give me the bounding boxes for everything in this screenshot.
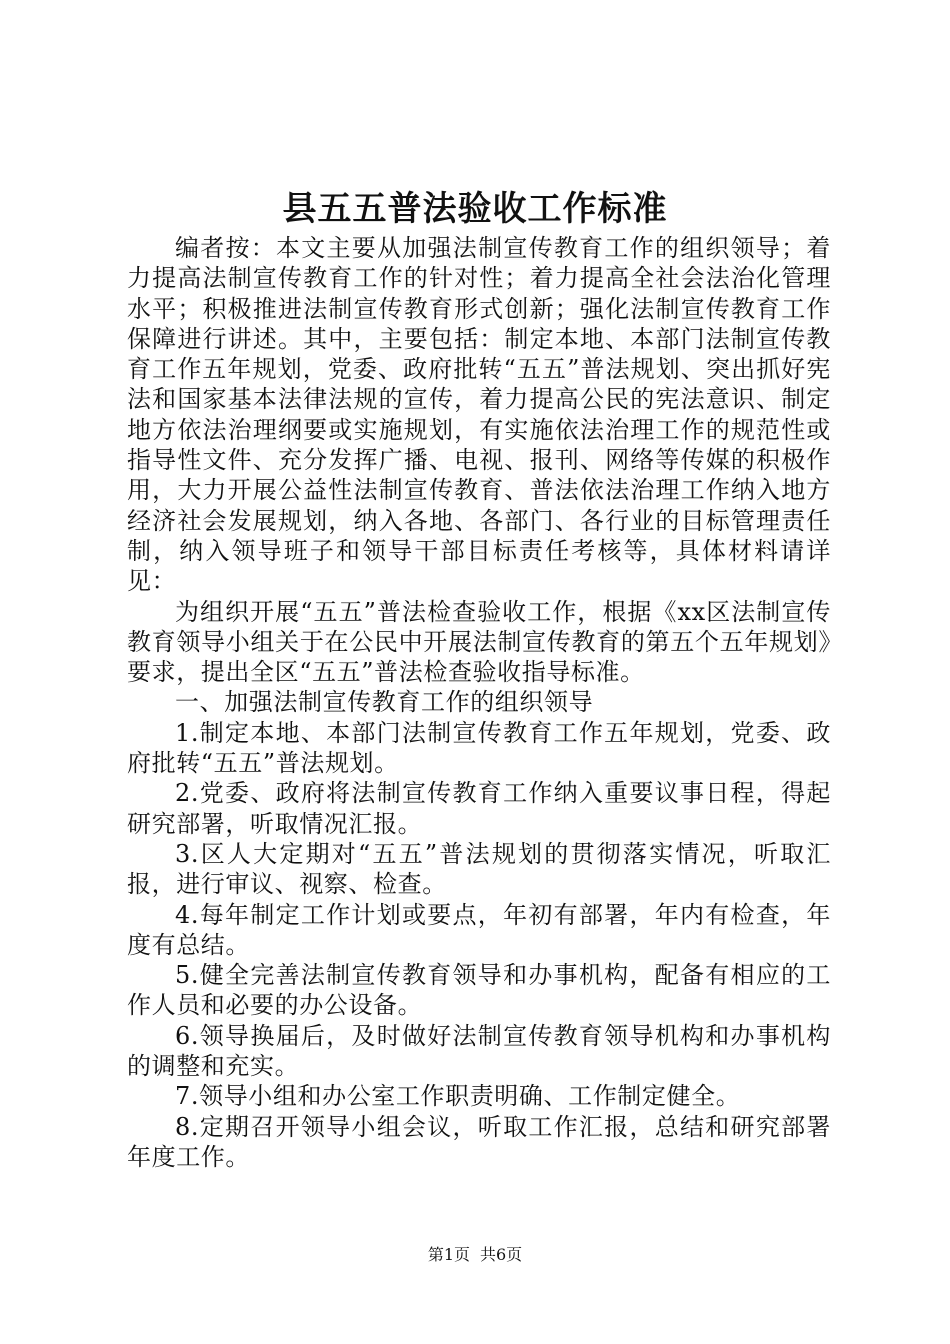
section-heading: 一、加强法制宣传教育工作的组织领导	[175, 688, 594, 717]
page-footer	[0, 1244, 950, 1266]
document-body	[127, 233, 831, 1172]
list-item: 4.每年制定工作计划或要点，年初有部署，年内有检查，年度有总结。	[127, 900, 831, 959]
document-title: 县五五普法验收工作标准	[282, 189, 668, 229]
list-item: 3.区人大定期对“五五”普法规划的贯彻落实情况，听取汇报，进行审议、视察、检查。	[127, 839, 831, 899]
page-number: 第1页	[427, 1245, 470, 1264]
list-item: 7.领导小组和办公室工作职责明确、工作制定健全。	[175, 1082, 741, 1111]
page-total: 共6页	[480, 1245, 523, 1264]
paragraph-editor-note: 编者按：本文主要从加强法制宣传教育工作的组织领导；着力提高法制宣传教育工作的针对性；着力提高全社会法治化管理水平；积极推进法制宣传教育形式创新；强化法制宣传教育工作保障进行讲述。其中，主要包括：制定本地、本部门法制宣传教育工作五年规划，党委、政府批转“五五”普法规划、突出抓好宪法和国家基本法律法规的宣传，着力提高公民的宪法意识、制定地方依法治理纲要或实施规划，有实施依法治理工作的规范性或指导性文件、充分发挥广播、电视、报刊、网络等传媒的积极作用，大力开展公益性法制宣传教育、普法依法治理工作纳入地方经济社会发展规划，纳入各地、各部门、各行业的目标管理责任制，纳入领导班子和领导干部目标责任考核等，具体材料请详见：	[127, 234, 831, 596]
list-item: 2.党委、政府将法制宣传教育工作纳入重要议事日程，得起研究部署，听取情况汇报。	[127, 779, 831, 838]
list-item: 1.制定本地、本部门法制宣传教育工作五年规划，党委、政府批转“五五”普法规划。	[127, 718, 831, 778]
list-item: 8.定期召开领导小组会议，听取工作汇报，总结和研究部署年度工作。	[127, 1112, 831, 1171]
list-item: 6.领导换届后，及时做好法制宣传教育领导机构和办事机构的调整和充实。	[127, 1021, 831, 1081]
paragraph-intro: 为组织开展“五五”普法检查验收工作，根据《xx区法制宣传教育领导小组关于在公民中开展法制宣传教育的第五个五年规划》要求，提出全区“五五”普法检查验收指导标准。	[127, 597, 831, 687]
list-item: 5.健全完善法制宣传教育领导和办事机构，配备有相应的工作人员和必要的办公设备。	[127, 961, 831, 1020]
